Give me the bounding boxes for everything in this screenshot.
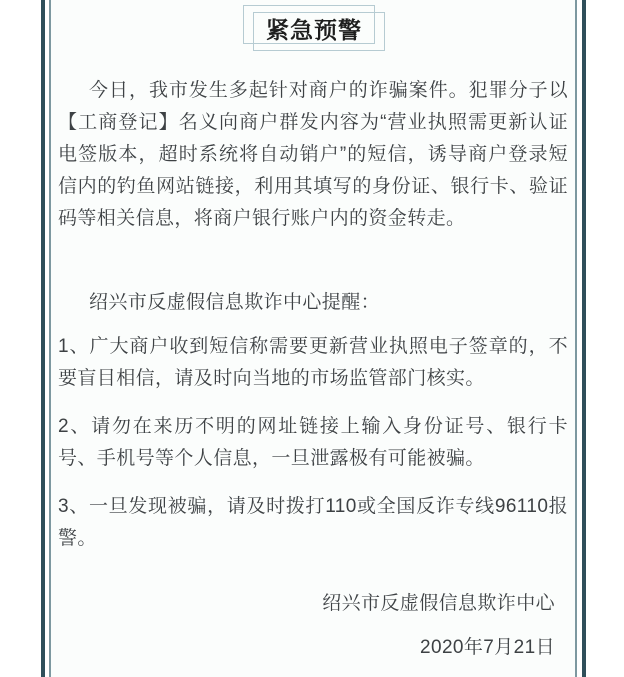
frame-right-light-line xyxy=(575,0,577,677)
intro-paragraph: 今日，我市发生多起针对商户的诈骗案件。犯罪分子以【工商登记】名义向商户群发内容为“营业执照需更新认证电签版本，超时系统将自动销户”的短信，诱导商户登录短信内的钓鱼网站链接，利用其填写的身份证、银行卡、验证码等相关信息，将商户银行账户内的资金转走。 xyxy=(58,80,568,229)
tip-item-3: 3、一旦发现被骗，请及时拨打110或全国反诈专线96110报警。 xyxy=(58,496,568,549)
tip-item-2: 2、请勿在来历不明的网址链接上输入身份证号、银行卡号、手机号等个人信息，一旦泄露极有可能被骗。 xyxy=(58,416,568,469)
tip-item-1: 1、广大商户收到短信称需要更新营业执照电子签章的，不要盲目相信，请及时向当地的市场监管部门核实。 xyxy=(58,336,568,389)
frame-left-light-line xyxy=(49,0,51,677)
notice-body xyxy=(58,0,568,664)
reminder-heading: 绍兴市反虚假信息欺诈中心提醒： xyxy=(89,292,381,313)
notice-title: 紧急预警 xyxy=(266,16,362,43)
date: 2020年7月21日 xyxy=(420,637,555,658)
frame-left-dark-line xyxy=(41,0,45,677)
frame-right-dark-line xyxy=(582,0,586,677)
signature: 绍兴市反虚假信息欺诈中心 xyxy=(322,593,555,614)
